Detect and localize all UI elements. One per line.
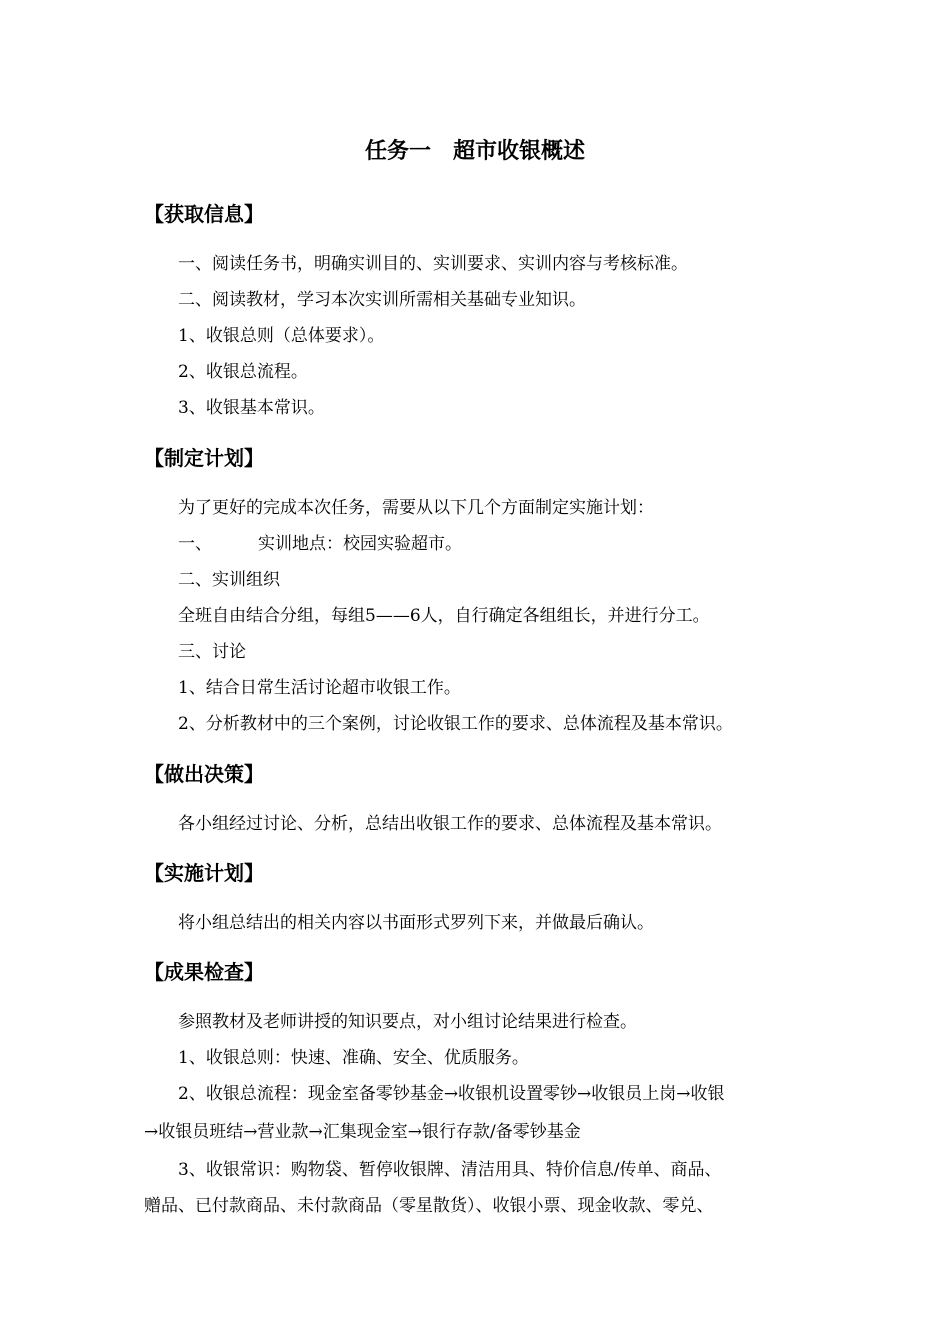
paragraph: 3、收银常识：购物袋、暂停收银牌、清洁用具、特价信息/传单、商品、 — [178, 1160, 722, 1180]
section-heading-make-plan: 【制定计划】 — [144, 446, 264, 470]
paragraph: 1、结合日常生活讨论超市收银工作。 — [178, 678, 461, 698]
paragraph: 全班自由结合分组，每组5——6人，自行确定各组组长，并进行分工。 — [178, 606, 710, 626]
section-heading-implement-plan: 【实施计划】 — [144, 861, 264, 885]
section-heading-result-check: 【成果检查】 — [144, 960, 264, 984]
paragraph-continuation: 赠品、已付款商品、未付款商品（零星散货）、收银小票、现金收款、零兑、 — [144, 1196, 714, 1216]
page-title: 任务一 超市收银概述 — [364, 139, 585, 164]
section-heading-get-info: 【获取信息】 — [144, 202, 264, 226]
paragraph: 2、收银总流程：现金室备零钞基金→收银机设置零钞→收银员上岗→收银 — [178, 1084, 725, 1104]
paragraph: 1、收银总则（总体要求）。 — [178, 326, 385, 346]
paragraph: 为了更好的完成本次任务，需要从以下几个方面制定实施计划： — [178, 498, 654, 518]
list-number: 一、 — [178, 534, 212, 554]
paragraph: 参照教材及老师讲授的知识要点，对小组讨论结果进行检查。 — [178, 1012, 637, 1032]
list-text: 实训地点：校园实验超市。 — [258, 534, 462, 554]
paragraph: 3、收银基本常识。 — [178, 398, 325, 418]
paragraph: 2、收银总流程。 — [178, 362, 308, 382]
paragraph: 2、分析教材中的三个案例，讨论收银工作的要求、总体流程及基本常识。 — [178, 714, 733, 734]
paragraph: 将小组总结出的相关内容以书面形式罗列下来，并做最后确认。 — [178, 913, 654, 933]
paragraph: 二、阅读教材，学习本次实训所需相关基础专业知识。 — [178, 290, 586, 310]
paragraph: 二、实训组织 — [178, 570, 280, 590]
paragraph: 一、阅读任务书，明确实训目的、实训要求、实训内容与考核标准。 — [178, 254, 688, 274]
section-heading-make-decision: 【做出决策】 — [144, 762, 264, 786]
paragraph: 三、讨论 — [178, 642, 246, 662]
paragraph: 1、收银总则：快速、准确、安全、优质服务。 — [178, 1048, 529, 1068]
paragraph: 各小组经过讨论、分析，总结出收银工作的要求、总体流程及基本常识。 — [178, 814, 722, 834]
numbered-paragraph — [178, 531, 462, 557]
paragraph-continuation: →收银员班结→营业款→汇集现金室→银行存款/备零钞基金 — [144, 1122, 581, 1142]
